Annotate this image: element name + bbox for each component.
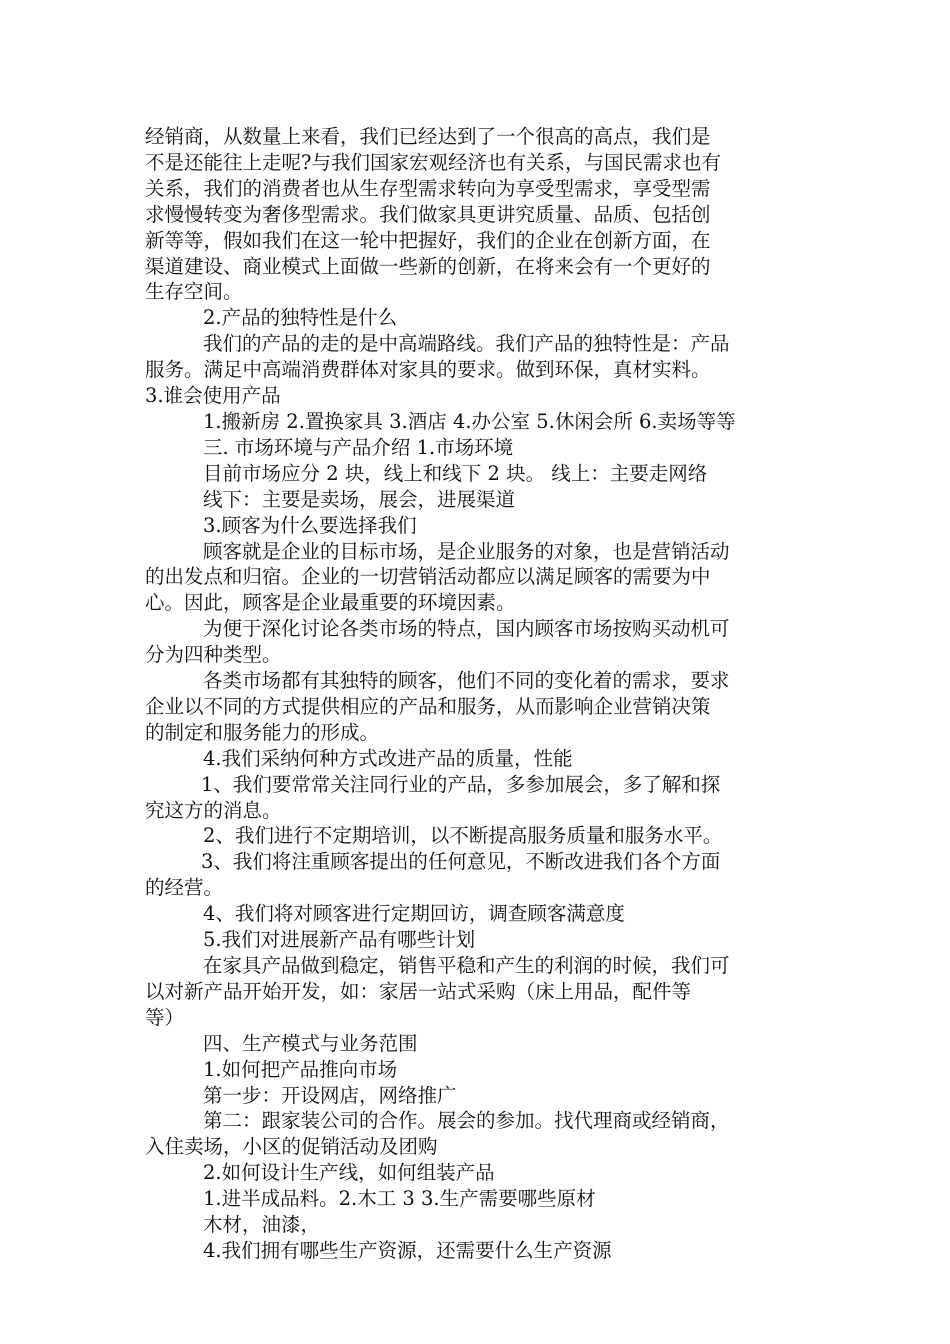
body-line: 我们的产品的走的是中高端路线。我们产品的独特性是：产品 [203,332,730,356]
body-line: 以对新产品开始开发，如：家居一站式采购（床上用品，配件等 [145,979,692,1003]
body-line: 线下：主要是卖场，展会，进展渠道 [203,487,516,511]
body-line: 等） [145,1005,185,1029]
body-line: 入住卖场，小区的促销活动及团购 [145,1135,438,1159]
section-heading: 3.谁会使用产品 [145,384,281,408]
body-line: 新等等，假如我们在这一轮中把握好，我们的企业在创新方面，在 [145,228,711,252]
body-line: 服务。满足中高端消费群体对家具的要求。做到环保，真材实料。 [145,358,711,382]
section-heading: 1.如何把产品推向市场 [203,1057,398,1081]
body-line: 求慢慢转变为奢侈型需求。我们做家具更讲究质量、品质、包括创 [145,202,711,226]
body-line: 各类市场都有其独特的顾客，他们不同的变化着的需求，要求 [203,669,730,693]
document-body [145,124,813,1264]
body-line: 2、我们进行不定期培训，以不断提高服务质量和服务水平。 [203,824,723,848]
section-heading: 4.我们采纳何种方式改进产品的质量，性能 [203,746,573,770]
section-heading: 4.我们拥有哪些生产资源，还需要什么生产资源 [203,1238,612,1262]
body-line: 4、我们将对顾客进行定期回访，调查顾客满意度 [203,902,625,926]
body-line: 3、我们将注重顾客提出的任何意见，不断改进我们各个方面 [201,850,721,874]
body-line: 企业以不同的方式提供相应的产品和服务，从而影响企业营销决策 [145,694,711,718]
body-line: 的出发点和归宿。企业的一切营销活动都应以满足顾客的需要为中 [145,565,711,589]
body-line: 关系，我们的消费者也从生存型需求转向为享受型需求，享受型需 [145,176,711,200]
body-line: 在家具产品做到稳定，销售平稳和产生的利润的时候，我们可 [203,954,730,977]
body-line: 分为四种类型。 [145,643,282,667]
body-line: 第二：跟家装公司的合作。展会的参加。找代理商或经销商， [203,1109,730,1133]
body-line: 1.进半成品料。2.木工 3 3.生产需要哪些原材 [203,1187,596,1211]
body-line: 顾客就是企业的目标市场，是企业服务的对象，也是营销活动 [203,539,730,563]
body-line: 经销商，从数量上来看，我们已经达到了一个很高的高点，我们是 [145,125,711,148]
body-line: 的经营。 [145,876,224,900]
body-line: 心。因此，顾客是企业最重要的环境因素。 [145,591,516,615]
body-line: 的制定和服务能力的形成。 [145,720,380,744]
body-line: 木材，油漆， [203,1213,321,1237]
body-line: 目前市场应分 2 块，线上和线下 2 块。 线上：主要走网络 [203,461,708,485]
body-line: 究这方的消息。 [145,798,282,822]
body-line: 为便于深化讨论各类市场的特点，国内顾客市场按购买动机可 [203,617,730,641]
body-line: 生存空间。 [145,280,243,304]
section-heading: 5.我们对进展新产品有哪些计划 [203,928,476,952]
body-line: 第一步：开设网店，网络推广 [203,1083,457,1107]
section-heading: 2.如何设计生产线，如何组装产品 [203,1161,495,1185]
body-line: 渠道建设、商业模式上面做一些新的创新，在将来会有一个更好的 [145,254,711,278]
section-heading: 三. 市场环境与产品介绍 1.市场环境 [203,435,514,459]
section-heading: 2.产品的独特性是什么 [203,306,398,330]
section-heading: 3.顾客为什么要选择我们 [203,513,417,537]
body-line: 1、我们要常常关注同行业的产品，多参加展会，多了解和探 [201,772,721,796]
body-line: 不是还能往上走呢?与我们国家宏观经济也有关系，与国民需求也有 [145,150,721,174]
body-line: 1.搬新房 2.置换家具 3.酒店 4.办公室 5.休闲会所 6.卖场等等 [203,409,736,433]
section-heading: 四、生产模式与业务范围 [203,1031,418,1055]
